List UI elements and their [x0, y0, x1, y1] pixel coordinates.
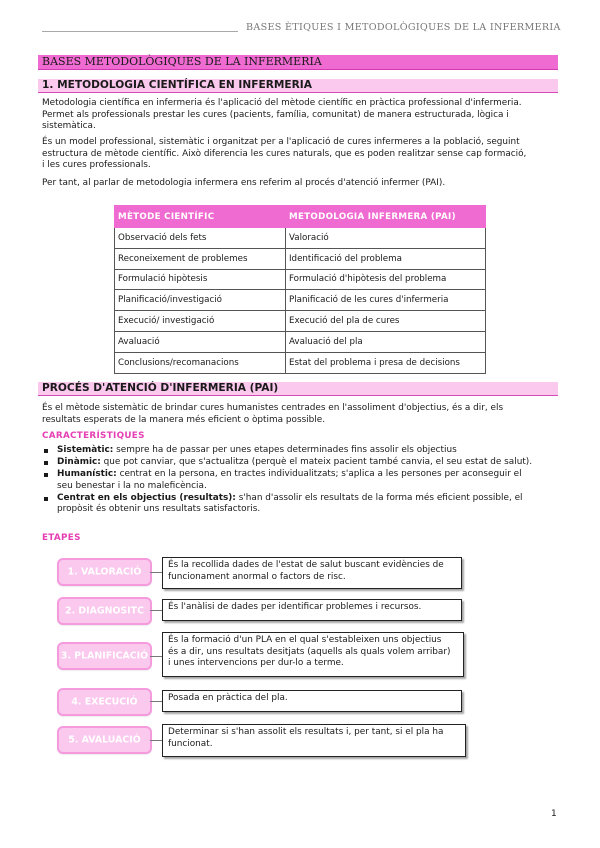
table-row [115, 311, 486, 332]
table-row [115, 352, 486, 373]
table-cell: Avaluació del pla [286, 331, 486, 352]
header-rule [42, 31, 238, 32]
characteristics-list [42, 445, 558, 516]
stage-label-box [57, 688, 152, 716]
table-cell: Execució/ investigació [115, 311, 286, 332]
section-heading-pai: PROCÉS D'ATENCIÓ D'INFERMERIA (PAI) [42, 381, 279, 394]
table-cell: Formulació hipòtesis [115, 269, 286, 290]
stage-label-box [57, 642, 152, 670]
stage-description: És la recollida dades de l'estat de salut buscant evidències de funcionament anormal o factors de risc. [162, 557, 462, 589]
table-cell: Estat del problema i presa de decisions [286, 352, 486, 373]
table-cell: Formulació d'hipòtesis del problema [286, 269, 486, 290]
table-cell: Identificació del problema [286, 248, 486, 269]
paragraph-pai-intro: És el mètode sistemàtic de brindar cures humanistes centrades en l'assoliment d'objectius, és a dir, els resultats esperats de la manera més eficient o òptima possible. [42, 403, 504, 425]
section-heading-band [38, 382, 558, 396]
stage-description: És la formació d'un PLA en el qual s'estableixen uns objectius és a dir, uns resultats desitjats (aquells als quals volem arribar) i unes intervencions per dur-lo a terme. [162, 632, 464, 677]
list-item: Centrat en els objectius (resultats): s'han d'assolir els resultats de la forma més eficient possible, el propòsit és obtenir uns resultats satisfactoris. [42, 493, 558, 516]
stage-label: 1. VALORACIÓ [67, 566, 142, 578]
stage-description: És l'anàlisi de dades per identificar problemes i recursos. [162, 599, 462, 621]
table-header-row [115, 206, 486, 228]
characteristics-heading: CARACTERÍSTIQUES [42, 431, 145, 441]
comparison-table [114, 205, 486, 374]
document-title: BASES METODOLÒGIQUES DE LA INFERMERIA [42, 55, 322, 68]
section-heading-metodologia: 1. METODOLOGIA CIENTÍFICA EN INFERMERIA [42, 78, 312, 91]
table-cell: Planificació de les cures d'infermeria [286, 290, 486, 311]
stages-heading: ETAPES [42, 533, 81, 543]
document-title-band [38, 55, 558, 70]
stage-description: Determinar si s'han assolit els resultats i, per tant, si el pla ha funcionat. [162, 724, 466, 757]
section-heading-band [38, 79, 558, 93]
page-number: 1 [551, 809, 557, 819]
table-cell: Valoració [286, 228, 486, 249]
paragraph-pai: Per tant, al parlar de metodologia infermera ens referim al procés d'atenció infermer (PAI). [42, 178, 446, 188]
table-row [115, 331, 486, 352]
table-cell: Observació dels fets [115, 228, 286, 249]
list-item: Dinàmic: que pot canviar, que s'actualitza (perquè el mateix pacient també canvia, el seu estat de salut). [42, 457, 558, 469]
table-cell: Avaluació [115, 331, 286, 352]
table-row [115, 248, 486, 269]
stage-label: 4. EXECUCIÓ [71, 696, 138, 708]
table-cell: Planificació/investigació [115, 290, 286, 311]
paragraph-model-professional: És un model professional, sistemàtic i organitzat per a l'aplicació de cures infermeres a la població, seguint estructura de mètode científic. Això diferencia les cures naturals, que es poden realitzar sense cap formació, i les cures professionals. [42, 137, 527, 171]
stage-label: 3. PLANIFICACIÓ [60, 650, 149, 662]
paragraph-metodologia: Metodologia científica en infermeria és l'aplicació del mètode científic en pràctica professional d'infermeria. Permet als professionals prestar les cures (pacients, família, comunitat) de manera estructurada, lògica i sistemàtica. [42, 98, 522, 132]
list-item: Humanístic: centrat en la persona, en tractes individualitzats; s'aplica a les persones per aconseguir el seu benestar i la no maleficència. [42, 469, 558, 492]
running-header: BASES ÈTIQUES I METODOLÒGIQUES DE LA INFERMERIA [246, 22, 561, 33]
table-cell: Conclusions/recomanacions [115, 352, 286, 373]
stage-label-box [57, 558, 152, 586]
table-cell: Execució del pla de cures [286, 311, 486, 332]
stage-label-box [57, 726, 152, 754]
stage-label-box [57, 597, 152, 625]
table-row [115, 228, 486, 249]
stage-description: Posada en pràctica del pla. [162, 690, 462, 712]
table-row [115, 290, 486, 311]
table-cell: Reconeixement de problemes [115, 248, 286, 269]
table-row [115, 269, 486, 290]
table-header-cell: METODOLOGIA INFERMERA (PAI) [286, 206, 486, 228]
table-header-cell: MÈTODE CIENTÍFIC [115, 206, 286, 228]
stage-label: 5. AVALUACIÓ [68, 734, 141, 746]
list-item: Sistemàtic: sempre ha de passar per unes etapes determinades fins assolir els objectius [42, 445, 558, 457]
stage-label: 2. DIAGNOSITC [65, 605, 144, 617]
